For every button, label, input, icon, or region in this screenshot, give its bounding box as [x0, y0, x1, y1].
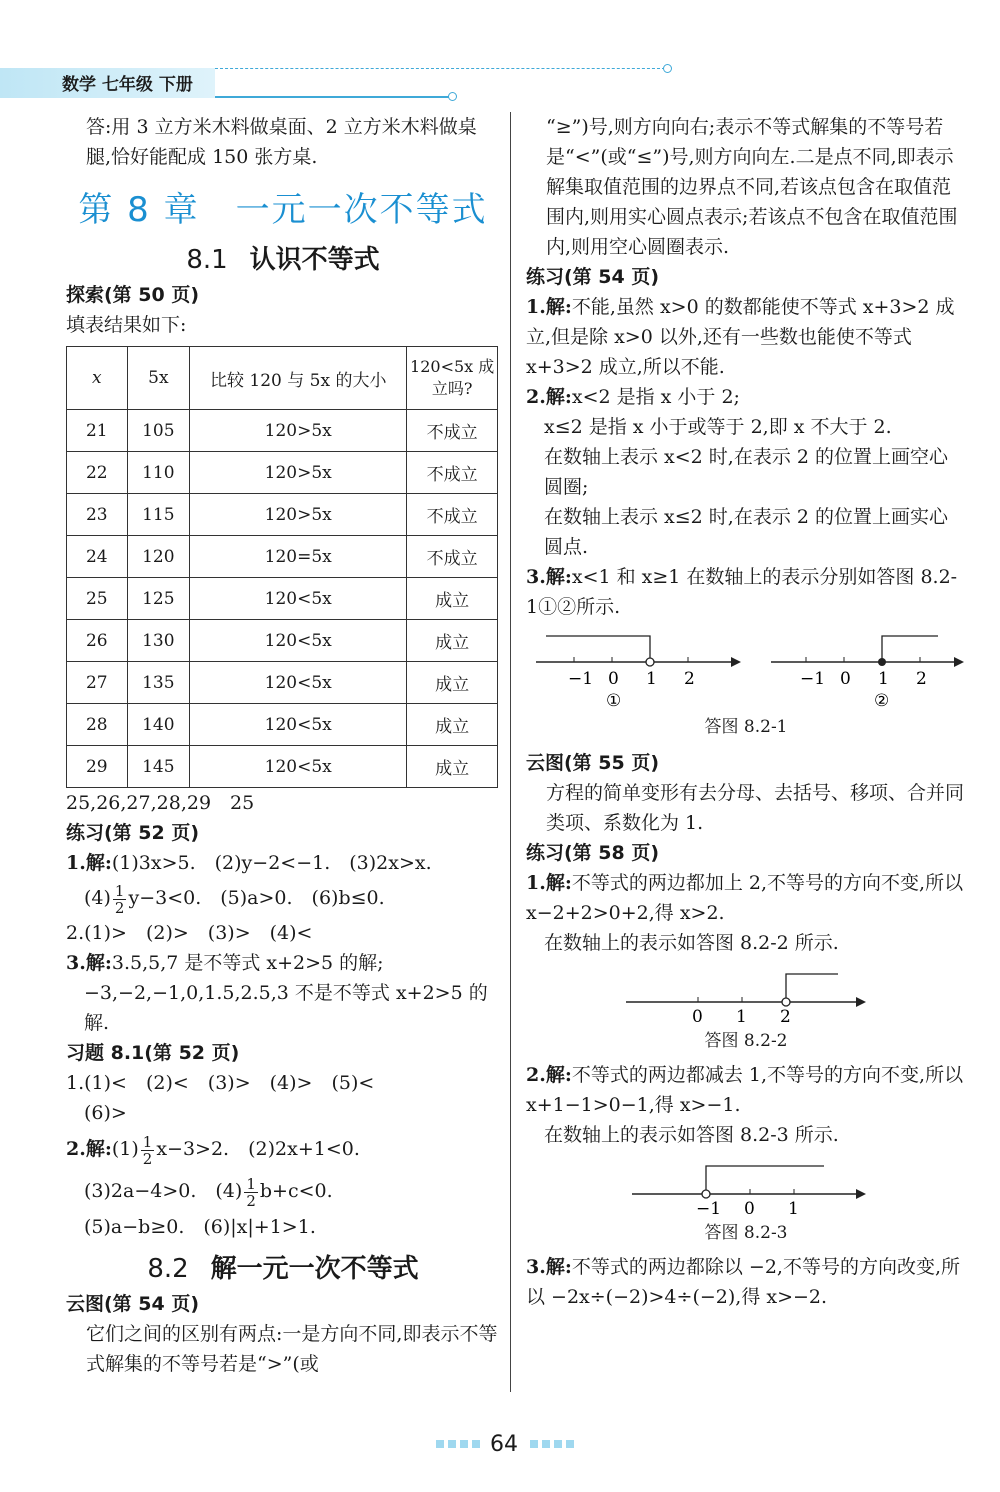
page-number: 64: [490, 1432, 518, 1457]
answer-text: 3.5,5,7 是不等式 x+2>5 的解;: [111, 952, 384, 974]
table-cell: 29: [67, 746, 128, 788]
answer-label: 2.解:: [526, 1064, 572, 1086]
p52-3-line2: −3,−2,−1,0,1.5,2.5,3 不是不等式 x+2>5 的解.: [84, 982, 488, 1034]
fraction: [244, 1176, 258, 1209]
section-number: 8.2: [147, 1254, 189, 1284]
tick-label: 2: [916, 669, 927, 689]
table-row: [67, 452, 498, 494]
tick-label: 2: [780, 1007, 791, 1024]
practice52-heading: 练习(第 52 页): [66, 822, 200, 844]
answer-label: 1.解:: [526, 872, 572, 894]
p52-3: [66, 948, 500, 978]
cloud55-heading: 云图(第 55 页): [526, 752, 660, 774]
denominator: 2: [114, 898, 125, 917]
explore-heading: 探索(第 50 页): [66, 284, 200, 306]
table-intro: 填表结果如下:: [66, 314, 187, 336]
right-column: [526, 112, 966, 1312]
header-dot-icon: [663, 64, 672, 73]
answer-label: 3.解:: [66, 952, 112, 974]
p52-1-line2: [66, 878, 500, 918]
p54-2: [526, 382, 966, 412]
practice54-heading: 练习(第 54 页): [526, 266, 660, 288]
e81-2a: [66, 1128, 500, 1170]
table-header-row: [67, 347, 498, 410]
table-row: [67, 578, 498, 620]
p52-2: 2.(1)> (2)> (3)> (4)<: [66, 922, 313, 944]
number-line-1: [536, 636, 741, 710]
table-cell: 120<5x: [190, 746, 407, 788]
table-cell: 23: [67, 494, 128, 536]
table-row: [67, 410, 498, 452]
e81-1b: (6)>: [84, 1102, 127, 1124]
table-cell: 120>5x: [190, 452, 407, 494]
exercise81-heading: 习题 8.1(第 52 页): [66, 1042, 240, 1064]
e81-2b: [66, 1170, 500, 1212]
table-cell: 115: [127, 494, 190, 536]
table-cell: 成立: [407, 578, 498, 620]
answer-text: x−3>2. (2)2x+1<0.: [156, 1138, 360, 1160]
p58-1: [526, 868, 966, 928]
table-cell: 28: [67, 704, 128, 746]
number-line-figure-3: [526, 1154, 966, 1216]
table-row: [67, 620, 498, 662]
result-table: [66, 346, 498, 788]
cloud54-heading: 云图(第 54 页): [66, 1293, 200, 1315]
p58-1-text2: 在数轴上的表示如答图 8.2-2 所示.: [544, 932, 839, 954]
table-cell: 不成立: [407, 536, 498, 578]
table-cell: 120<5x: [190, 578, 407, 620]
table-cell: 120<5x: [190, 662, 407, 704]
cloud54-continued: “≥”)号,则方向向右;表示不等式解集的不等号若是“<”(或“≤”)号,则方向向左.二是点不同,即表示解集取值范围的边界点不同,若该点包含在取值范围内,则用实心圆点表示;若该点不包含在取值范围内,则用空心圆圈表示.: [546, 116, 958, 258]
answer-text: x<1 和 x≥1 在数轴上的表示分别如答图 8.2-1①②所示.: [526, 566, 958, 618]
figure-caption: 答图 8.2-2: [704, 1031, 788, 1051]
answer-label: 2.解:: [526, 386, 572, 408]
p54-2-line4: 在数轴上表示 x≤2 时,在表示 2 的位置上画实心圆点.: [544, 506, 949, 558]
number-line-figure-2: [526, 962, 966, 1024]
answer-text: y−3<0. (5)a>0. (6)b≤0.: [128, 887, 385, 909]
tick-label: 0: [608, 669, 619, 689]
figure-caption: 答图 8.2-3: [704, 1223, 788, 1243]
table-cell: 120<5x: [190, 704, 407, 746]
table-row: [67, 494, 498, 536]
numerator: 1: [114, 881, 125, 900]
tick-label: −1: [568, 669, 594, 689]
table-cell: 24: [67, 536, 128, 578]
table-cell: 120=5x: [190, 536, 407, 578]
table-cell: 25: [67, 578, 128, 620]
p58-2-text2: 在数轴上的表示如答图 8.2-3 所示.: [544, 1124, 839, 1146]
table-cell: 135: [127, 662, 190, 704]
intro-answer: 答:用 3 立方米木料做桌面、2 立方米木料做桌腿,恰好能配成 150 张方桌.: [86, 116, 477, 168]
table-row: [67, 704, 498, 746]
tick-label: 1: [878, 669, 889, 689]
tick-label: −1: [800, 669, 826, 689]
table-header: x: [67, 347, 128, 410]
header-rule: [215, 68, 665, 70]
table-cell: 成立: [407, 704, 498, 746]
section-8-1-heading: [66, 239, 500, 276]
tick-label: 0: [744, 1199, 755, 1216]
table-cell: 不成立: [407, 410, 498, 452]
tick-label: 1: [736, 1007, 747, 1024]
denominator: 2: [246, 1191, 256, 1210]
answer-text: (1): [111, 1138, 139, 1160]
answer-label: 3.解:: [526, 1256, 572, 1278]
table-cell: 110: [127, 452, 190, 494]
answer-text: 不等式的两边都减去 1,不等号的方向不变,所以 x+1−1>0−1,得 x>−1.: [526, 1064, 964, 1116]
tick-label: 0: [692, 1007, 703, 1024]
p58-2: [526, 1060, 966, 1120]
table-cell: 145: [127, 746, 190, 788]
numerator: 1: [246, 1174, 256, 1193]
answer-text: (4): [84, 887, 111, 909]
table-row: [67, 746, 498, 788]
table-cell: 125: [127, 578, 190, 620]
table-cell: 120>5x: [190, 410, 407, 452]
cloud54-text: 它们之间的区别有两点:一是方向不同,即表示不等式解集的不等号若是“>”(或: [86, 1323, 498, 1375]
table-header: 比较 120 与 5x 的大小: [190, 347, 407, 410]
p54-2-line2: x≤2 是指 x 小于或等于 2,即 x 不大于 2.: [544, 416, 892, 438]
table-row: [67, 662, 498, 704]
practice58-heading: 练习(第 58 页): [526, 842, 660, 864]
answer-text: (1)3x>5. (2)y−2<−1. (3)2x>x.: [111, 852, 432, 874]
fraction: [141, 1134, 155, 1167]
cloud55-text: 方程的简单变形有去分母、去括号、移项、合并同类项、系数化为 1.: [546, 782, 965, 834]
table-cell: 成立: [407, 620, 498, 662]
e81-1: 1.(1)< (2)< (3)> (4)> (5)<: [66, 1072, 375, 1094]
table-header: 5x: [127, 347, 190, 410]
answer-text: b+c<0.: [259, 1180, 333, 1202]
tick-label: 0: [840, 669, 851, 689]
table-cell: 140: [127, 704, 190, 746]
table-answer: 25,26,27,28,29 25: [66, 792, 255, 814]
header-rule-lower: [215, 96, 450, 98]
tick-label: 2: [684, 669, 695, 689]
p54-3: [526, 562, 966, 622]
table-cell: 不成立: [407, 452, 498, 494]
p52-1-line1: [66, 848, 500, 878]
page-number-decoration: [436, 1440, 484, 1448]
section-8-2-heading: [66, 1248, 500, 1285]
table-cell: 27: [67, 662, 128, 704]
table-cell: 22: [67, 452, 128, 494]
table-cell: 成立: [407, 662, 498, 704]
subfigure-label: ①: [606, 691, 622, 710]
number-line-figure-1: [526, 626, 966, 710]
p54-2-line3: 在数轴上表示 x<2 时,在表示 2 的位置上画空心圆圈;: [544, 446, 949, 498]
answer-text: 不能,虽然 x>0 的数都能使不等式 x+3>2 成立,但是除 x>0 以外,还有一些数也能使不等式 x+3>2 成立,所以不能.: [526, 296, 955, 378]
chapter-title: 第 8 章 一元一次不等式: [78, 190, 488, 230]
section-title: 解一元一次不等式: [210, 1254, 419, 1284]
table-cell: 不成立: [407, 494, 498, 536]
page-number-decoration: [530, 1440, 578, 1448]
answer-text: 不等式的两边都加上 2,不等号的方向不变,所以 x−2+2>0+2,得 x>2.: [526, 872, 964, 924]
tick-label: −1: [696, 1199, 722, 1216]
table-cell: 26: [67, 620, 128, 662]
table-cell: 120: [127, 536, 190, 578]
table-cell: 成立: [407, 746, 498, 788]
number-line-2: [771, 636, 964, 710]
answer-text: (3)2a−4>0. (4): [84, 1180, 243, 1202]
column-divider: [510, 112, 511, 1392]
table-cell: 120<5x: [190, 620, 407, 662]
p54-1: [526, 292, 966, 382]
fraction: [113, 883, 127, 916]
header-dot-icon: [448, 92, 457, 101]
section-title: 认识不等式: [249, 245, 380, 275]
answer-text: x<2 是指 x 小于 2;: [571, 386, 740, 408]
figure-caption: 答图 8.2-1: [704, 717, 788, 737]
tick-label: 1: [788, 1199, 799, 1216]
table-cell: 21: [67, 410, 128, 452]
answer-label: 1.解:: [66, 852, 112, 874]
answer-label: 1.解:: [526, 296, 572, 318]
table-header: 120<5x 成立吗?: [407, 347, 498, 410]
book-title: 数学 七年级 下册: [62, 75, 193, 95]
answer-label: 2.解:: [66, 1138, 112, 1160]
numerator: 1: [142, 1132, 153, 1151]
left-column: [66, 112, 500, 1379]
table-cell: 105: [127, 410, 190, 452]
table-cell: 130: [127, 620, 190, 662]
p58-3: [526, 1252, 966, 1312]
answer-text: 不等式的两边都除以 −2,不等号的方向改变,所以 −2x÷(−2)>4÷(−2),得 x>−2.: [526, 1256, 960, 1308]
table-cell: 120>5x: [190, 494, 407, 536]
section-number: 8.1: [186, 245, 228, 275]
answer-label: 3.解:: [526, 566, 572, 588]
tick-label: 1: [646, 669, 657, 689]
denominator: 2: [142, 1149, 153, 1168]
table-row: [67, 536, 498, 578]
e81-2c: (5)a−b≥0. (6)|x|+1>1.: [84, 1216, 316, 1238]
subfigure-label: ②: [874, 691, 890, 710]
